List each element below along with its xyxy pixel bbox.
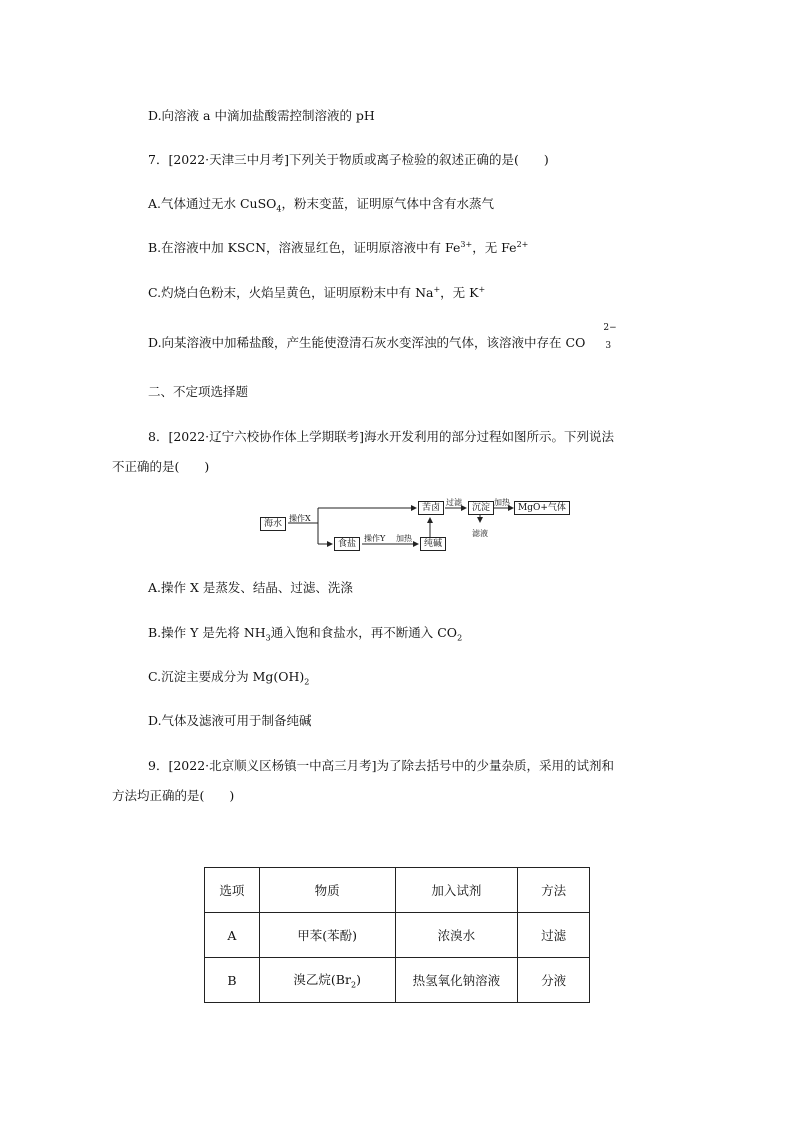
q9-options-table bbox=[204, 867, 590, 1003]
q8-option-b: B.操作 Y 是先将 $NH_3$通入饱和食盐水，再不断通入 $CO_2$ bbox=[148, 625, 463, 643]
q9-stem-line2: 方法均正确的是( ) bbox=[112, 788, 235, 803]
q8-stem-line2: 不正确的是( ) bbox=[112, 459, 210, 474]
cell-method: 分液 bbox=[518, 958, 590, 1003]
process-diagram bbox=[258, 498, 578, 556]
cell-reagent: 浓溴水 bbox=[395, 913, 518, 958]
seawater-box: 海水 bbox=[260, 517, 286, 531]
q7-stem: 7．[2022·天津三中月考]下列关于物质或离子检验的叙述正确的是( ) bbox=[148, 152, 549, 167]
heat-label-1: 加热 bbox=[494, 498, 510, 507]
header-option: 选项 bbox=[205, 868, 260, 913]
q7-option-d: D.向某溶液中加稀盐酸，产生能使澄清石灰水变浑浊的气体，该溶液中存在 CO 2− 3 bbox=[148, 323, 617, 351]
op-x-label: 操作X bbox=[289, 514, 311, 523]
table-header-row bbox=[205, 868, 590, 913]
q7-option-b: B.在溶液中加 KSCN，溶液显红色，证明原溶液中有 $Fe^{3+}$，无 $Fe^{2+}$ bbox=[148, 239, 529, 255]
q8-stem-line1: 8．[2022·辽宁六校协作体上学期联考]海水开发利用的部分过程如图所示。下列说法 bbox=[148, 429, 614, 444]
product-box: MgO+气体 bbox=[514, 501, 570, 515]
cell-substance: 溴乙烷$(Br_2)$ bbox=[259, 958, 395, 1003]
bittern-box: 苦卤 bbox=[418, 501, 444, 515]
op-y-label: 操作Y bbox=[364, 534, 386, 543]
q6-option-d: D.向溶液 a 中滴加盐酸需控制溶液的 pH bbox=[148, 108, 375, 123]
q7-option-c: C.灼烧白色粉末，火焰呈黄色，证明原粉末中有 Na+，无 K+ bbox=[148, 284, 486, 300]
table-row bbox=[205, 958, 590, 1003]
header-reagent: 加入试剂 bbox=[395, 868, 518, 913]
q9-stem-line1: 9．[2022·北京顺义区杨镇一中高三月考]为了除去括号中的少量杂质，采用的试剂和 bbox=[148, 758, 614, 773]
precipitate-box: 沉淀 bbox=[468, 501, 494, 515]
q8-option-d: D.气体及滤液可用于制备纯碱 bbox=[148, 713, 312, 728]
filter-label: 过滤 bbox=[446, 498, 462, 507]
q8-option-c: C.沉淀主要成分为 $Mg(OH)_2$ bbox=[148, 669, 310, 687]
q8-option-a: A.操作 X 是蒸发、结晶、过滤、洗涤 bbox=[148, 580, 353, 595]
header-substance: 物质 bbox=[259, 868, 395, 913]
q7-option-a: A.气体通过无水 CuSO$_4$，粉末变蓝，证明原气体中含有水蒸气 bbox=[148, 196, 495, 214]
section-heading: 二、不定项选择题 bbox=[148, 384, 249, 399]
cell-option: B bbox=[205, 958, 260, 1003]
table-row bbox=[205, 913, 590, 958]
cell-method: 过滤 bbox=[518, 913, 590, 958]
cell-reagent: 热氢氧化钠溶液 bbox=[395, 958, 518, 1003]
salt-box: 食盐 bbox=[334, 537, 360, 551]
filtrate-label: 滤液 bbox=[472, 529, 488, 538]
soda-box: 纯碱 bbox=[420, 537, 446, 551]
cell-substance: 甲苯(苯酚) bbox=[259, 913, 395, 958]
heat-label-2: 加热 bbox=[396, 534, 412, 543]
cell-option: A bbox=[205, 913, 260, 958]
header-method: 方法 bbox=[518, 868, 590, 913]
